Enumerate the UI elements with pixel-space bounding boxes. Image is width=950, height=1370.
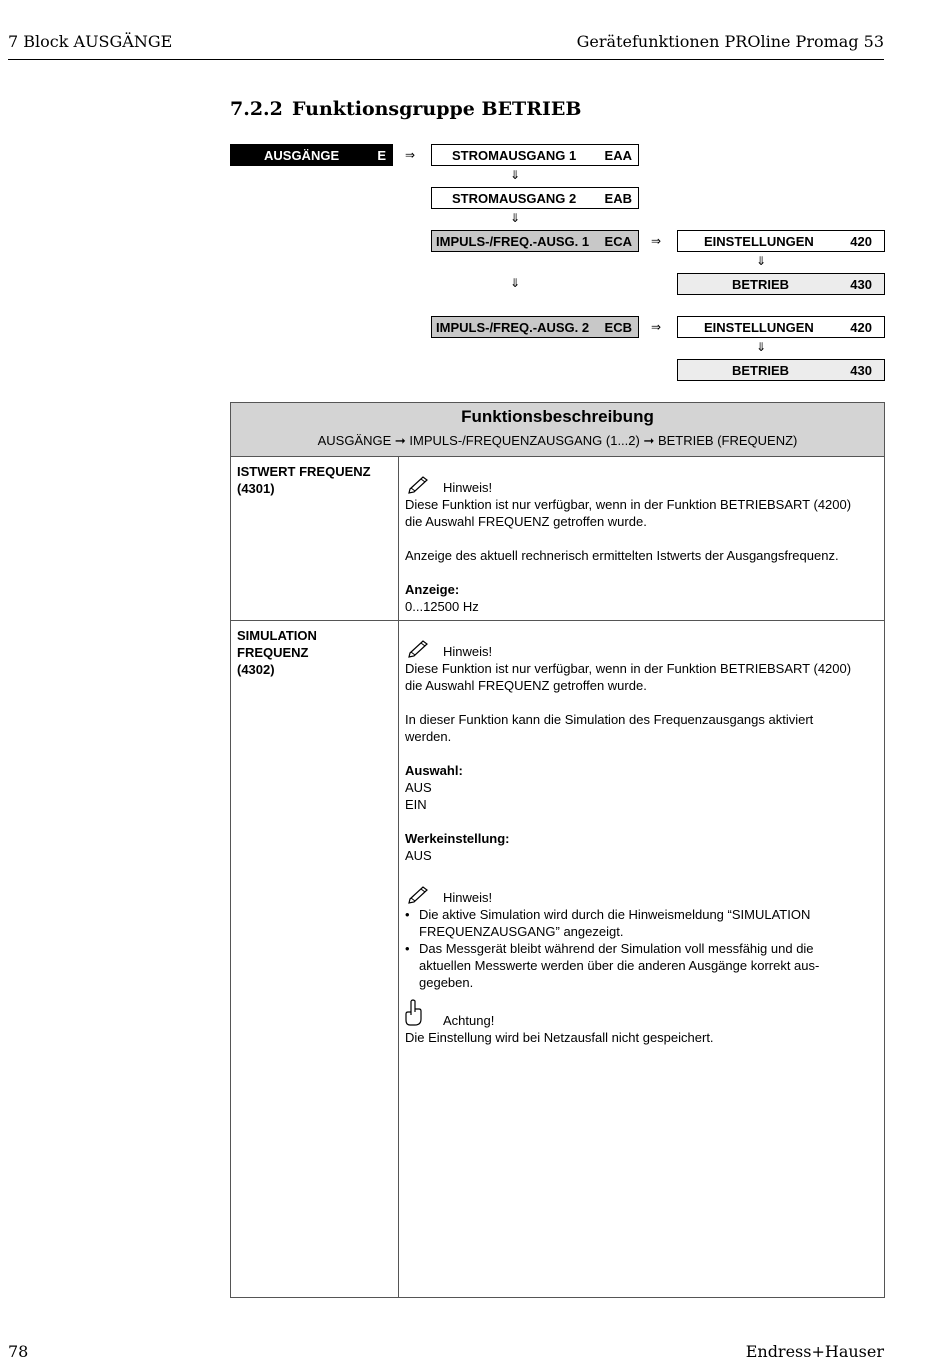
note-text-line: die Auswahl FREQUENZ getroffen wurde. xyxy=(405,678,647,693)
pencil-note-icon xyxy=(407,474,431,494)
list-item-text: gegeben. xyxy=(419,975,474,990)
note-text-line: die Auswahl FREQUENZ getroffen wurde. xyxy=(405,514,647,529)
default-label: Werkeinstellung: xyxy=(405,831,510,846)
note-label: Hinweis! xyxy=(443,644,493,659)
arrow-down-icon: ⇓ xyxy=(510,276,521,290)
note-label: Hinweis! xyxy=(443,480,493,495)
arrow-right-icon: ⇒ xyxy=(651,320,662,334)
note xyxy=(405,643,876,660)
nav-sub-label: BETRIEB xyxy=(732,363,790,378)
function-name-cell xyxy=(231,457,399,620)
section-heading xyxy=(230,98,581,120)
nav-sub-code: 420 xyxy=(850,234,872,249)
description-text: In dieser Funktion kann die Simulation des Frequenzausgangs aktiviert xyxy=(405,712,814,727)
function-name: ISTWERT FREQUENZ xyxy=(237,464,371,479)
display-value: 0...12500 Hz xyxy=(405,599,479,614)
hand-caution-icon xyxy=(403,999,425,1029)
bullet-icon: • xyxy=(405,941,410,956)
nav-sub-betrieb-1 xyxy=(677,273,885,295)
default-value: AUS xyxy=(405,848,432,863)
document-title: Gerätefunktionen PROline Promag 53 xyxy=(576,32,884,51)
description-text: Anzeige des aktuell rechnerisch ermittelten Istwerts der Ausgangsfrequenz. xyxy=(405,548,839,563)
nav-sub-code: 430 xyxy=(850,363,872,378)
bullet-icon: • xyxy=(405,907,410,922)
note xyxy=(405,889,876,906)
pencil-note-icon xyxy=(407,884,431,904)
caution xyxy=(405,1005,876,1029)
function-name-cell xyxy=(231,621,399,1297)
selection-option: EIN xyxy=(405,797,427,812)
nav-item-stromausgang-2 xyxy=(431,187,639,209)
nav-item-code: ECB xyxy=(604,320,632,335)
nav-sub-label: EINSTELLUNGEN xyxy=(704,234,814,249)
table-path: AUSGÄNGE ➞ IMPULS-/FREQUENZAUSGANG (1...2) ➞ BETRIEB (FREQUENZ) xyxy=(317,433,798,448)
selection-label: Auswahl: xyxy=(405,763,463,778)
note-text-line: Diese Funktion ist nur verfügbar, wenn in der Funktion BETRIEBSART (4200) xyxy=(405,497,852,512)
note xyxy=(405,479,876,496)
page-number: 78 xyxy=(8,1342,29,1361)
nav-item-code: EAB xyxy=(604,191,632,206)
function-code: (4301) xyxy=(237,481,275,496)
section-number: 7.2.2 xyxy=(230,98,283,120)
chapter-title: 7 Block AUSGÄNGE xyxy=(8,32,173,51)
list-item-text: aktuellen Messwerte werden über die anderen Ausgänge korrekt aus- xyxy=(419,958,820,973)
nav-item-impuls-freq-1 xyxy=(431,230,639,252)
nav-item-code: EAA xyxy=(604,148,632,163)
caution-text: Die Einstellung wird bei Netzausfall nicht gespeichert. xyxy=(405,1030,714,1045)
function-description-table xyxy=(230,402,885,1298)
function-code: (4302) xyxy=(237,662,275,677)
nav-root-code: E xyxy=(377,148,386,163)
nav-item-stromausgang-1 xyxy=(431,144,639,166)
description-text: werden. xyxy=(405,729,452,744)
list-item-text: Das Messgerät bleibt während der Simulation voll messfähig und die xyxy=(419,941,814,956)
nav-item-label: STROMAUSGANG 1 xyxy=(452,148,577,163)
pencil-note-icon xyxy=(407,638,431,658)
nav-item-label: IMPULS-/FREQ.-AUSG. 1 xyxy=(436,234,590,249)
table-header xyxy=(231,403,884,457)
note-label: Hinweis! xyxy=(443,890,493,905)
list-item xyxy=(405,906,876,940)
page-header xyxy=(8,30,884,60)
nav-item-code: ECA xyxy=(604,234,632,249)
nav-sub-betrieb-2 xyxy=(677,359,885,381)
nav-item-label: IMPULS-/FREQ.-AUSG. 2 xyxy=(436,320,590,335)
nav-sub-label: EINSTELLUNGEN xyxy=(704,320,814,335)
list-item xyxy=(405,940,876,991)
nav-root-box xyxy=(230,144,393,166)
nav-sub-code: 420 xyxy=(850,320,872,335)
arrow-down-icon: ⇓ xyxy=(510,211,521,225)
arrow-right-icon: ⇒ xyxy=(405,148,416,162)
note-text-line: Diese Funktion ist nur verfügbar, wenn in der Funktion BETRIEBSART (4200) xyxy=(405,661,852,676)
nav-sub-einstellungen-1 xyxy=(677,230,885,252)
selection-option: AUS xyxy=(405,780,432,795)
brand-logo-text: Endress+Hauser xyxy=(745,1342,884,1361)
function-name: SIMULATION xyxy=(237,628,317,643)
arrow-down-icon: ⇓ xyxy=(756,254,767,268)
nav-item-impuls-freq-2 xyxy=(431,316,639,338)
arrow-down-icon: ⇓ xyxy=(756,340,767,354)
display-label: Anzeige: xyxy=(405,582,460,597)
list-item-text: FREQUENZAUSGANG” angezeigt. xyxy=(419,924,624,939)
function-name: FREQUENZ xyxy=(237,645,309,660)
table-row xyxy=(231,621,884,1297)
section-title-text: Funktionsgruppe BETRIEB xyxy=(292,98,582,120)
caution-label: Achtung! xyxy=(443,1013,495,1028)
arrow-down-icon: ⇓ xyxy=(510,168,521,182)
table-row xyxy=(231,457,884,621)
nav-sub-einstellungen-2 xyxy=(677,316,885,338)
nav-sub-code: 430 xyxy=(850,277,872,292)
nav-sub-label: BETRIEB xyxy=(732,277,790,292)
list-item-text: Die aktive Simulation wird durch die Hinweismeldung “SIMULATION xyxy=(419,907,811,922)
table-title: Funktionsbeschreibung xyxy=(461,407,654,426)
arrow-right-icon: ⇒ xyxy=(651,234,662,248)
nav-item-label: STROMAUSGANG 2 xyxy=(452,191,577,206)
nav-root-label: AUSGÄNGE xyxy=(264,148,340,163)
